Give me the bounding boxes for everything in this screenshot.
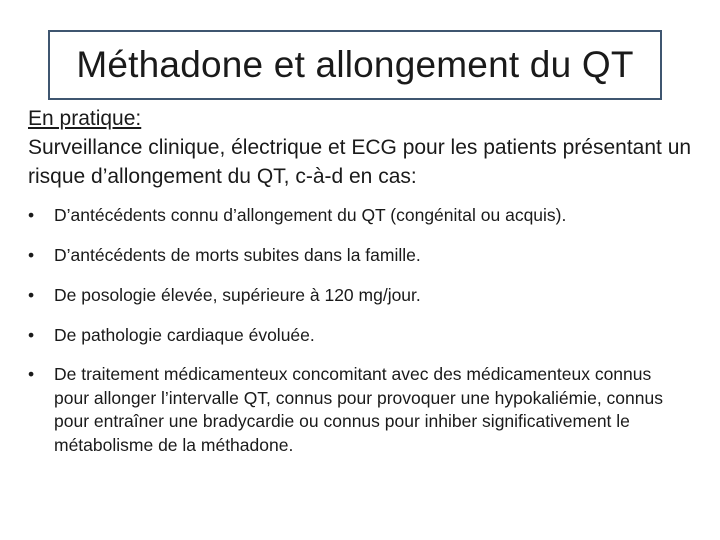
list-item bbox=[28, 283, 688, 307]
bullet-icon: • bbox=[28, 364, 35, 384]
bullet-icon: • bbox=[28, 245, 35, 265]
bullet-icon: • bbox=[28, 285, 35, 305]
list-item-text: D’antécédents connu d’allongement du QT (congénital ou acquis). bbox=[54, 205, 567, 225]
list-item-text: De pathologie cardiaque évoluée. bbox=[54, 325, 315, 345]
section-heading: En pratique: bbox=[28, 107, 142, 130]
title-box bbox=[48, 30, 662, 100]
slide-title: Méthadone et allongement du QT bbox=[76, 44, 634, 85]
bullet-icon: • bbox=[28, 325, 35, 345]
list-item bbox=[28, 363, 688, 457]
list-item-text: D’antécédents de morts subites dans la famille. bbox=[54, 245, 421, 265]
bullet-list bbox=[28, 203, 688, 457]
list-item bbox=[28, 243, 688, 267]
lead-paragraph: Surveillance clinique, électrique et ECG pour les patients présentant un risque d’allongement du QT, c-à-d en cas: bbox=[28, 136, 692, 188]
list-item bbox=[28, 323, 688, 347]
list-item-text: De traitement médicamenteux concomitant avec des médicamenteux connus pour allonger l’intervalle QT, connus pour provoquer une hypokaliémie, connus pour entraîner une bradycardie ou connus pour inhiber significativement le métabolisme de la méthadone. bbox=[54, 364, 663, 455]
intro-block bbox=[28, 104, 698, 191]
bullet-icon: • bbox=[28, 205, 35, 225]
list-item bbox=[28, 203, 688, 227]
list-item-text: De posologie élevée, supérieure à 120 mg/jour. bbox=[54, 285, 421, 305]
